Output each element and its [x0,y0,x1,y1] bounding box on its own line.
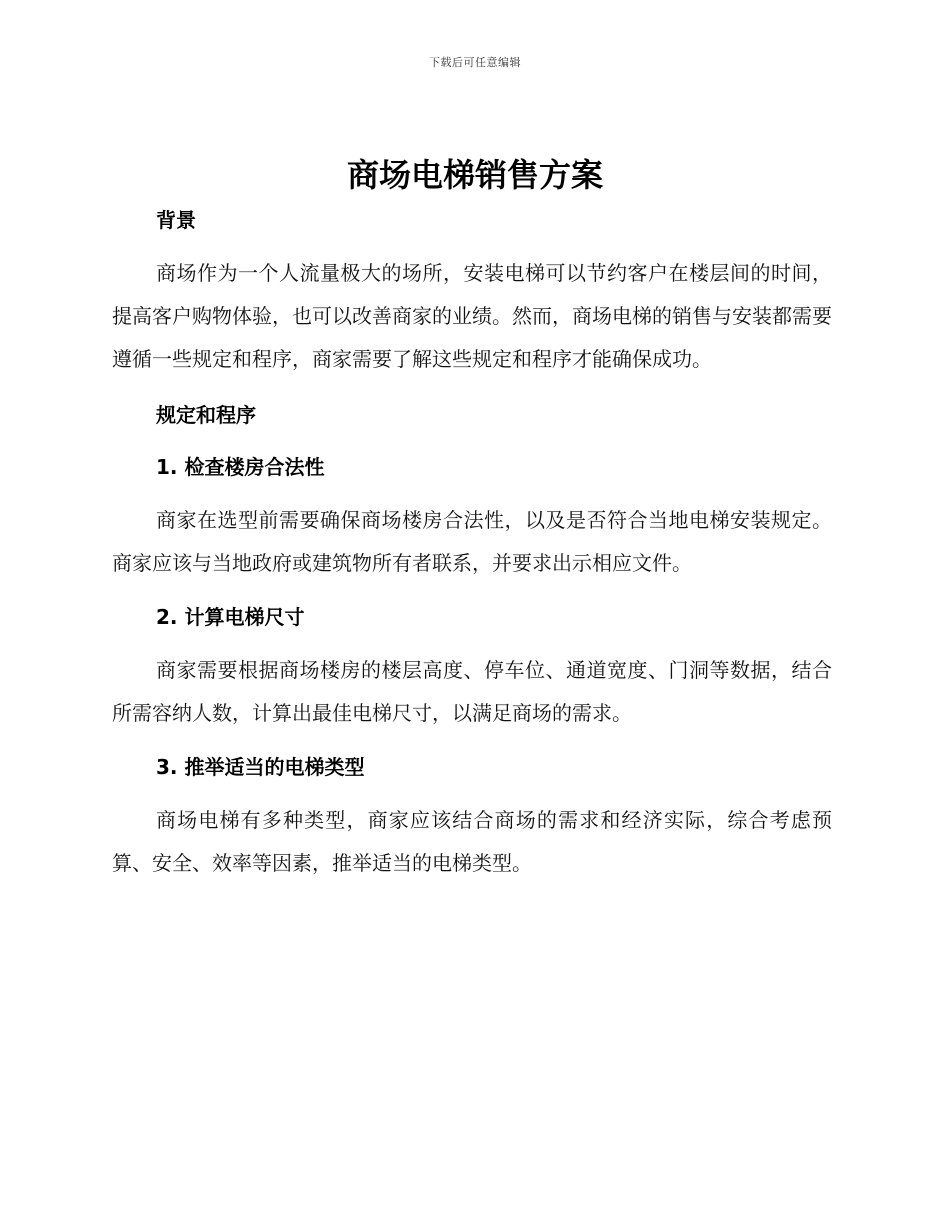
section-heading-recommend-type: 3. 推举适当的电梯类型 [156,755,365,779]
section-paragraph-recommend-type: 商场电梯有多种类型，商家应该结合商场的需求和经济实际，综合考虑预算、安全、效率等因素，推举适当的电梯类型。 [112,808,832,875]
section-paragraph-check-legality: 商家在选型前需要确保商场楼房合法性，以及是否符合当地电梯安装规定。商家应该与当地政府或建筑物所有者联系，并要求出示相应文件。 [112,508,832,575]
page-header-note: 下载后可任意编辑 [429,56,521,69]
section-heading-background: 背景 [156,208,196,232]
section-heading-calc-size: 2. 计算电梯尺寸 [156,605,305,629]
section-paragraph-calc-size: 商家需要根据商场楼房的楼层高度、停车位、通道宽度、门洞等数据，结合所需容纳人数，计算出最佳电梯尺寸，以满足商场的需求。 [112,658,832,725]
document-body [112,200,832,885]
section-heading-rules: 规定和程序 [156,403,256,427]
document-title: 商场电梯销售方案 [346,156,603,194]
section-heading-check-legality: 1. 检查楼房合法性 [156,455,325,479]
section-paragraph-background: 商场作为一个人流量极大的场所，安装电梯可以节约客户在楼层间的时间，提高客户购物体验，也可以改善商家的业绩。然而，商场电梯的销售与安装都需要遵循一些规定和程序，商家需要了解这些规定和程序才能确保成功。 [112,261,832,371]
